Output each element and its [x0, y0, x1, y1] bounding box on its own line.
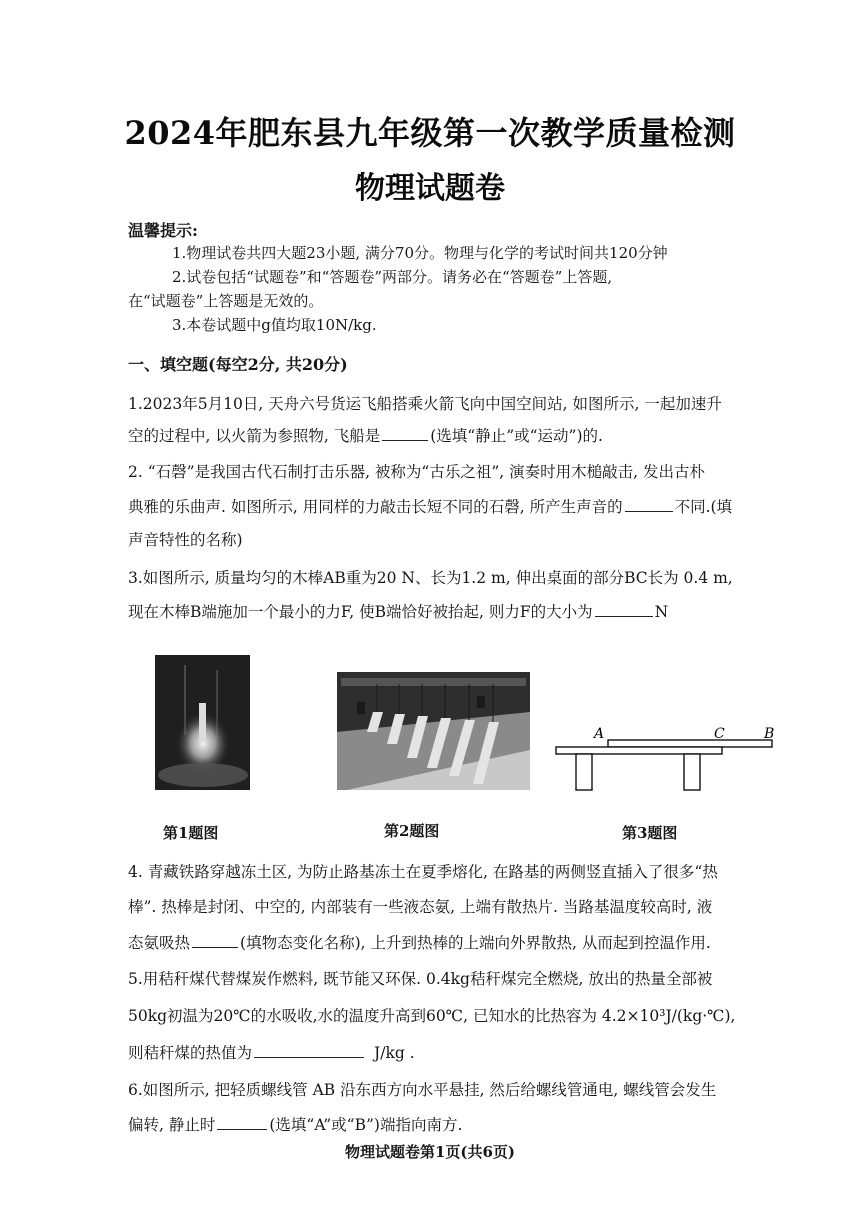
- question-3-answer-blank[interactable]: [595, 601, 653, 618]
- question-2-line-3: 声音特性的名称): [128, 531, 243, 549]
- question-6-text-a: 偏转, 静止时: [128, 1116, 216, 1134]
- question-2-line-2: [128, 495, 732, 517]
- label-a: A: [594, 726, 605, 742]
- question-3-text-b: N: [654, 603, 669, 621]
- question-2-line-1: 2. “石磬”是我国古代石制打击乐器, 被称为“古乐之祖”, 演奏时用木槌敲击, 发出古朴: [128, 463, 705, 481]
- label-b: B: [764, 726, 775, 742]
- question-3-line-2: [128, 600, 668, 622]
- figure-2-stone-chime-photo: [337, 672, 530, 790]
- question-5-line-3: [128, 1041, 415, 1063]
- table-leg-right: [684, 754, 700, 790]
- question-3-text-a: 现在木棒B端施加一个最小的力F, 使B端恰好被抬起, 则力F的大小为: [128, 603, 593, 621]
- question-1-text-a: 空的过程中, 以火箭为参照物, 飞船是: [128, 427, 381, 445]
- exam-title: 2024年肥东县九年级第一次教学质量检测: [124, 114, 736, 152]
- question-4-line-2: 棒”. 热棒是封闭、中空的, 内部装有一些液态氨, 上端有散热片. 当路基温度较高时, 液: [128, 898, 713, 916]
- notice-heading: 温馨提示:: [128, 221, 198, 240]
- question-4-text-a: 态氨吸热: [128, 934, 191, 952]
- question-4-answer-blank[interactable]: [192, 932, 238, 949]
- question-1-line-1: 1.2023年5月10日, 天舟六号货运飞船搭乘火箭飞向中国空间站, 如图所示, 一起加速升: [128, 395, 722, 413]
- question-5-text-a: 则秸秆煤的热值为: [128, 1044, 253, 1062]
- question-3-line-1: 3.如图所示, 质量均匀的木棒AB重为20 N、长为1.2 m, 伸出桌面的部分BC长为 0.4 m,: [128, 569, 733, 587]
- figure-3-caption: 第3题图: [622, 824, 678, 842]
- section-heading: 一、填空题(每空2分, 共20分): [128, 355, 348, 374]
- question-5-line-1: 5.用秸秆煤代替煤炭作燃料, 既节能又环保. 0.4kg秸秆煤完全燃烧, 放出的热量全部被: [128, 970, 713, 988]
- wooden-rod-ab: [608, 740, 772, 747]
- question-2-text-a: 典雅的乐曲声. 如图所示, 用同样的力敲击长短不同的石磬, 所产生声音的: [128, 498, 623, 516]
- question-4-line-3: [128, 931, 711, 953]
- figure-1-caption: 第1题图: [163, 824, 219, 842]
- label-c: C: [714, 726, 725, 742]
- question-5-text-b: J/kg .: [374, 1044, 415, 1062]
- question-4-text-b: (填物态变化名称), 上升到热棒的上端向外界散热, 从而起到控温作用.: [240, 934, 711, 952]
- notice-line-3: 3.本卷试题中g值均取10N/kg.: [172, 316, 377, 334]
- page-footer: 物理试题卷第1页(共6页): [344, 1143, 516, 1161]
- question-6-line-2: [128, 1113, 462, 1135]
- question-4-line-1: 4. 青藏铁路穿越冻土区, 为防止路基冻土在夏季熔化, 在路基的两侧竖直插入了很多“热: [128, 863, 718, 881]
- question-1-answer-blank[interactable]: [382, 425, 428, 442]
- question-5-line-2: 50kg初温为20℃的水吸收,水的温度升高到60℃, 已知水的比热容为 4.2×10³J/(kg·℃),: [128, 1007, 736, 1025]
- notice-line-2b: 在“试题卷”上答题是无效的。: [128, 292, 324, 310]
- figure-2-caption: 第2题图: [384, 822, 440, 840]
- question-6-answer-blank[interactable]: [217, 1114, 267, 1131]
- table-leg-left: [576, 754, 592, 790]
- notice-line-1: 1.物理试卷共四大题23小题, 满分70分。物理与化学的考试时间共120分钟: [172, 244, 668, 262]
- question-2-text-b: 不同.(填: [674, 498, 733, 516]
- question-1-text-b: (选填“静止”或“运动”)的.: [430, 427, 603, 445]
- figure-1-rocket-photo: [155, 655, 250, 790]
- figure-3-rod-on-table-diagram: [552, 722, 784, 794]
- question-5-answer-blank[interactable]: [254, 1042, 364, 1059]
- notice-line-2a: 2.试卷包括“试题卷”和“答题卷”两部分。请务必在“答题卷”上答题,: [172, 268, 613, 286]
- question-1-line-2: [128, 424, 603, 446]
- exam-subtitle: 物理试题卷: [355, 171, 505, 206]
- question-6-text-b: (选填“A”或“B”)端指向南方.: [269, 1116, 463, 1134]
- question-6-line-1: 6.如图所示, 把轻质螺线管 AB 沿东西方向水平悬挂, 然后给螺线管通电, 螺线管会发生: [128, 1081, 717, 1099]
- question-2-answer-blank[interactable]: [625, 496, 673, 513]
- table-top: [556, 747, 722, 754]
